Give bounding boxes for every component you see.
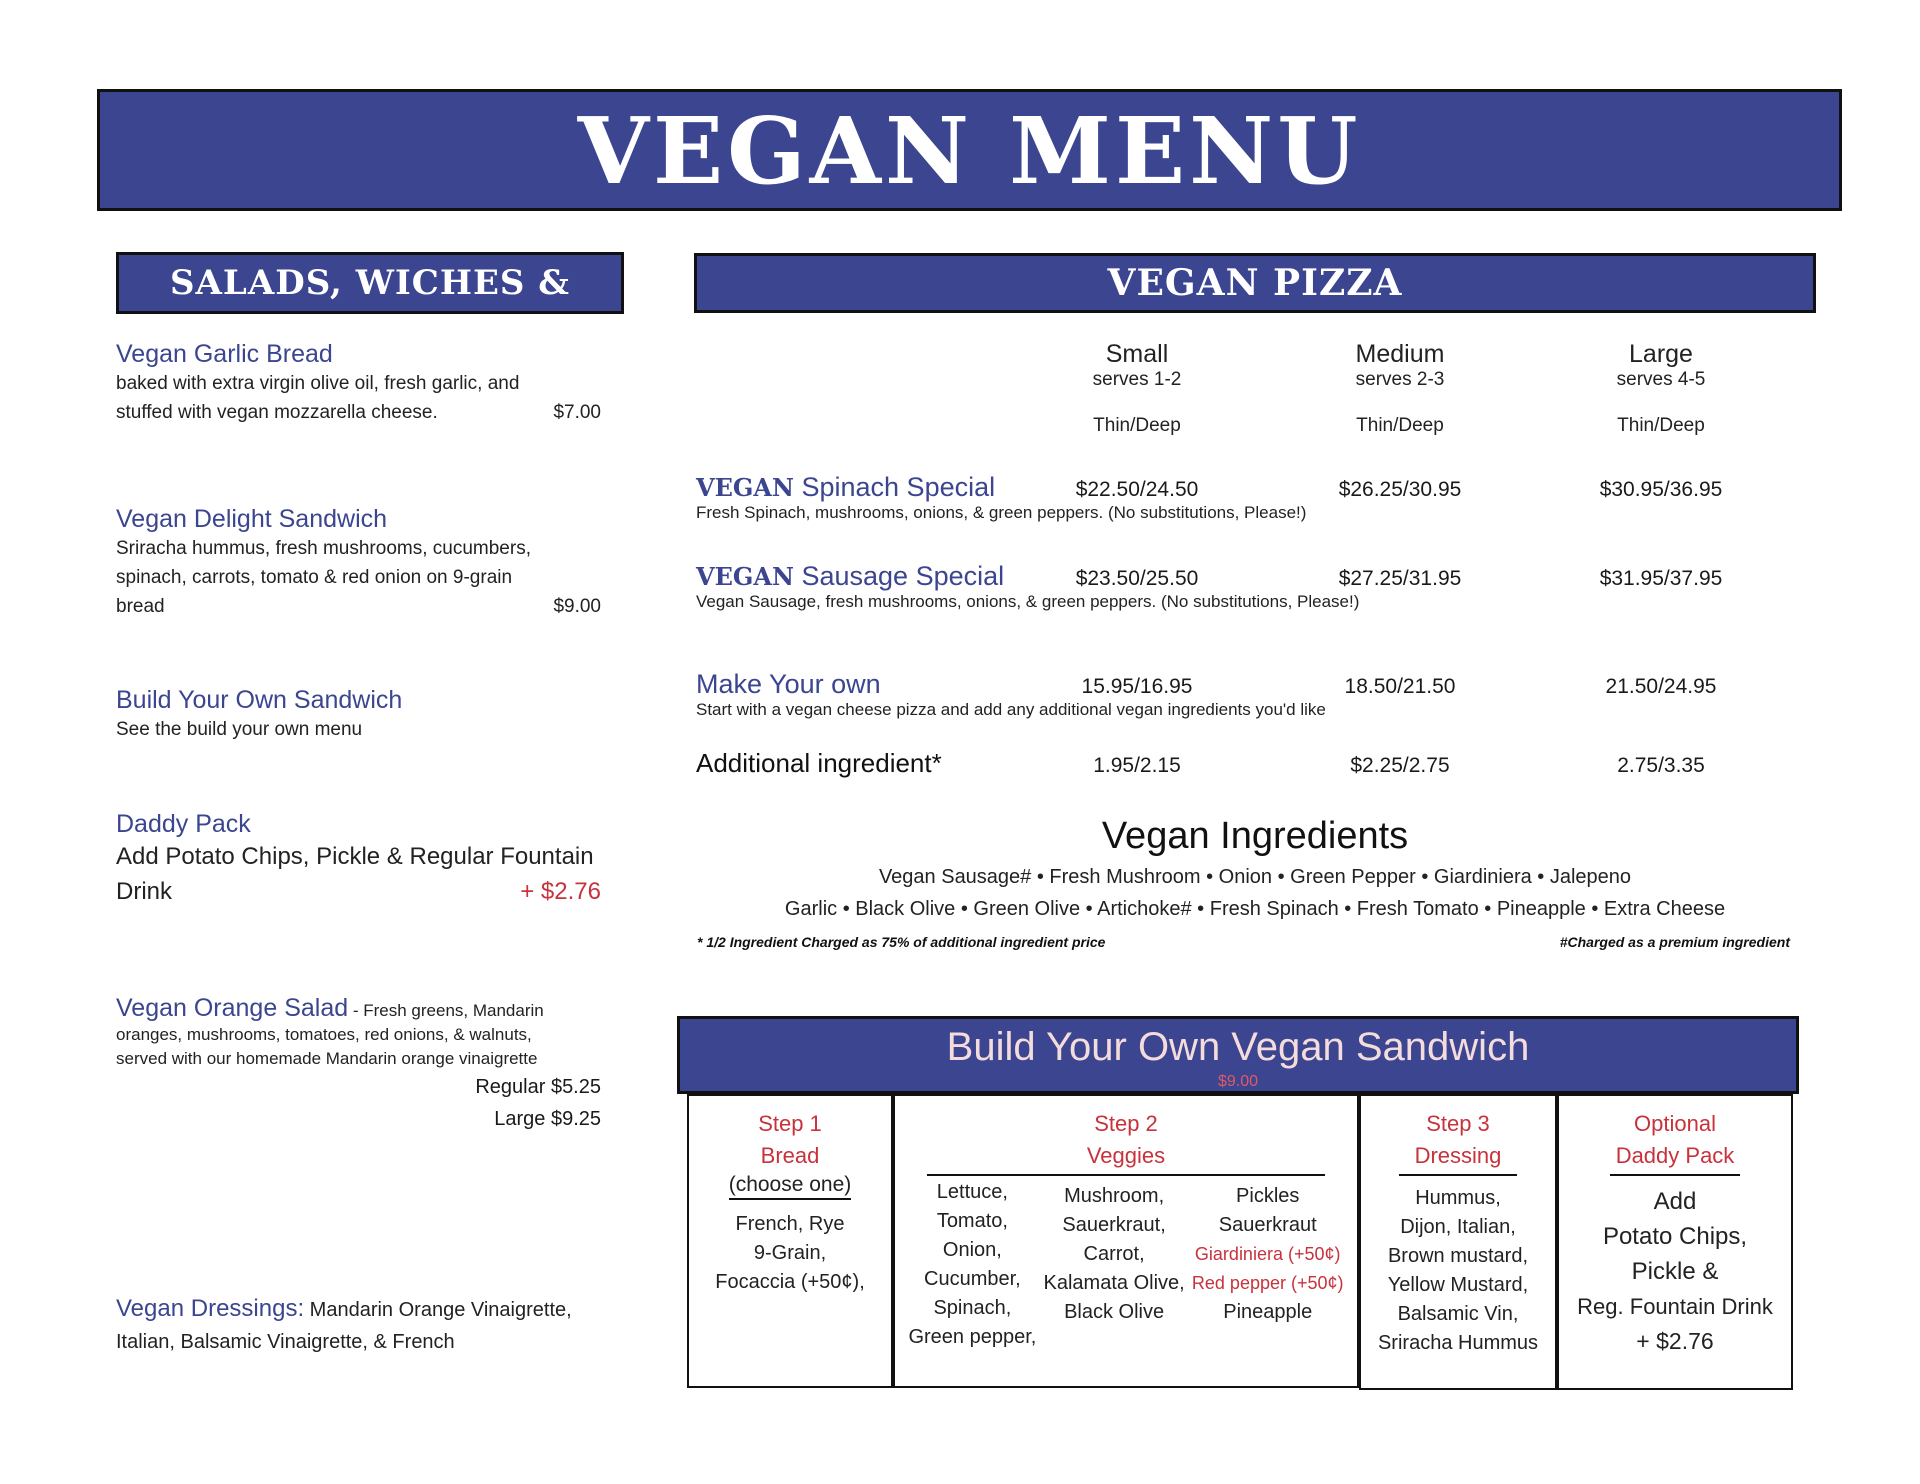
- veggie-option: Tomato,: [936, 1210, 1008, 1232]
- divider: [1399, 1174, 1517, 1176]
- size-serves: serves 1-2: [1092, 369, 1182, 390]
- bread-option: Focaccia (+50¢),: [715, 1271, 865, 1293]
- size-crust: Thin/Deep: [1356, 415, 1444, 436]
- step1-bread-box: [687, 1094, 893, 1388]
- price-large: $30.95/36.95: [1599, 478, 1723, 501]
- step-title: Veggies: [1086, 1143, 1166, 1168]
- pizza-desc: Vegan Sausage, fresh mushrooms, onions, & green peppers. (No substitutions, Please!): [696, 592, 1360, 611]
- pizza-name-bold: VEGAN: [696, 562, 794, 591]
- item-desc: spinach, carrots, tomato & red onion on 9-grain: [116, 567, 513, 588]
- step3-dressing-box: [1359, 1094, 1557, 1390]
- item-desc: See the build your own menu: [116, 719, 363, 740]
- additional-ingredient-label: Additional ingredient*: [696, 748, 942, 778]
- daddy-pack-line: Potato Chips,: [1602, 1223, 1748, 1250]
- veggie-option: Sauerkraut,: [1062, 1214, 1166, 1236]
- step-title: Dressing: [1414, 1143, 1502, 1168]
- veggie-option: Black Olive: [1064, 1301, 1165, 1323]
- size-small: [1027, 340, 1247, 437]
- item-desc: Italian, Balsamic Vinaigrette, & French: [116, 1331, 455, 1353]
- daddy-pack-price: + $2.76: [1636, 1328, 1714, 1354]
- orange-salad-item: [116, 996, 601, 1135]
- veggie-option: Green pepper,: [908, 1326, 1037, 1348]
- daddy-pack-line: Add: [1653, 1188, 1697, 1215]
- item-name: Vegan Orange Salad: [116, 994, 349, 1022]
- price-medium: $2.25/2.75: [1350, 754, 1450, 777]
- item-desc: baked with extra virgin olive oil, fresh garlic, and: [116, 373, 520, 394]
- size-serves: serves 2-3: [1355, 369, 1445, 390]
- price-large: 21.50/24.95: [1605, 675, 1717, 698]
- veggie-column-3: [1188, 1182, 1347, 1352]
- pizza-name-text: Sausage Special: [801, 561, 1005, 591]
- item-desc: bread: [116, 596, 165, 617]
- step-label: Step 2: [1094, 1111, 1158, 1136]
- veggie-option: Pineapple: [1223, 1301, 1313, 1323]
- item-name: Daddy Pack: [116, 810, 251, 838]
- daddy-pack-line: Pickle &: [1631, 1258, 1719, 1285]
- size-medium: [1290, 340, 1510, 437]
- item-desc: - Fresh greens, Mandarin: [352, 1001, 544, 1020]
- bread-option: French, Rye: [735, 1213, 845, 1235]
- veggie-option: Onion,: [942, 1239, 1002, 1261]
- price-small: $22.50/24.50: [1075, 478, 1199, 501]
- delight-sandwich-item: [116, 505, 601, 621]
- dressing-option: Hummus,: [1415, 1187, 1501, 1209]
- pizza-header-text: VEGAN PIZZA: [1107, 262, 1403, 304]
- size-name: Large: [1629, 340, 1693, 368]
- divider: [927, 1174, 1325, 1176]
- large-price: Large $9.25: [494, 1108, 601, 1130]
- dressing-option: Balsamic Vin,: [1397, 1303, 1519, 1325]
- veggie-option: Cucumber,: [924, 1268, 1021, 1290]
- pizza-desc: Start with a vegan cheese pizza and add any additional vegan ingredients you'd like: [696, 700, 1326, 719]
- divider: [1610, 1174, 1740, 1176]
- price-small: 15.95/16.95: [1081, 675, 1193, 698]
- price-large: $31.95/37.95: [1599, 567, 1723, 590]
- dressing-option: Brown mustard,: [1387, 1245, 1529, 1267]
- size-crust: Thin/Deep: [1617, 415, 1705, 436]
- veggie-column-1: [905, 1178, 1040, 1352]
- garlic-bread-item: [116, 340, 601, 427]
- byo-sandwich-item: [116, 686, 601, 744]
- daddy-pack-line: Reg. Fountain Drink: [1577, 1294, 1773, 1319]
- item-price: $7.00: [553, 402, 601, 423]
- pizza-desc: Fresh Spinach, mushrooms, onions, & green peppers. (No substitutions, Please!): [696, 503, 1307, 522]
- step-label: Step 3: [1426, 1111, 1490, 1136]
- item-desc-row: [116, 874, 601, 909]
- veggie-option-premium: Red pepper (+50¢): [1191, 1273, 1344, 1293]
- byo-price: $9.00: [1217, 1073, 1259, 1090]
- optional-daddy-pack-box: [1557, 1094, 1793, 1390]
- salads-header-text: SALADS, WICHES & STUFF: [170, 263, 570, 359]
- pizza-name: Make Your own: [696, 669, 881, 699]
- dressing-option: Yellow Mustard,: [1387, 1274, 1529, 1296]
- step-title: Bread: [760, 1143, 820, 1168]
- ingredient-note-right: #Charged as a premium ingredient: [1559, 934, 1790, 950]
- item-desc: Sriracha hummus, fresh mushrooms, cucumbers,: [116, 538, 531, 559]
- veggie-option: Spinach,: [933, 1297, 1012, 1319]
- item-name: Build Your Own Sandwich: [116, 686, 403, 714]
- pizza-name-text: Spinach Special: [801, 472, 996, 502]
- price-large: 2.75/3.35: [1617, 754, 1705, 777]
- daddy-pack-item: [116, 810, 601, 909]
- ingredients-line: Garlic • Black Olive • Green Olive • Artichoke# • Fresh Spinach • Fresh Tomato • Pineapple • Extra Cheese: [784, 898, 1726, 920]
- price-medium: 18.50/21.50: [1344, 675, 1456, 698]
- regular-price: Regular $5.25: [475, 1076, 601, 1098]
- dressing-option: Sriracha Hummus: [1377, 1332, 1539, 1354]
- price-medium: $26.25/30.95: [1338, 478, 1462, 501]
- veggie-option: Mushroom,: [1064, 1185, 1165, 1207]
- step-title: Daddy Pack: [1615, 1143, 1735, 1168]
- veggie-option: Sauerkraut: [1218, 1214, 1317, 1236]
- dressings-item: [116, 1293, 616, 1358]
- byo-sandwich-banner: [677, 1016, 1799, 1094]
- veggie-option-premium: Giardiniera (+50¢): [1194, 1244, 1341, 1264]
- item-desc: Add Potato Chips, Pickle & Regular Fountain: [116, 843, 594, 870]
- size-name: Small: [1105, 340, 1169, 368]
- item-price: + $2.76: [520, 878, 601, 905]
- price-medium: $27.25/31.95: [1338, 567, 1462, 590]
- item-desc: Drink: [116, 878, 173, 905]
- step-sub: (choose one): [729, 1172, 852, 1200]
- item-price: $9.00: [553, 596, 601, 617]
- step-label: Step 1: [758, 1111, 822, 1136]
- item-name: Vegan Dressings:: [116, 1295, 305, 1322]
- size-crust: Thin/Deep: [1093, 415, 1181, 436]
- size-serves: serves 4-5: [1616, 369, 1706, 390]
- price-small: $23.50/25.50: [1075, 567, 1199, 590]
- byo-title: Build Your Own Vegan Sandwich: [946, 1025, 1530, 1069]
- item-desc: stuffed with vegan mozzarella cheese.: [116, 402, 438, 423]
- step2-veggies-box: [893, 1094, 1359, 1388]
- item-desc: oranges, mushrooms, tomatoes, red onions, & walnuts,: [116, 1025, 532, 1044]
- dressing-option: Dijon, Italian,: [1400, 1216, 1516, 1238]
- veggie-option: Pickles: [1236, 1185, 1300, 1207]
- step-label: Optional: [1634, 1111, 1716, 1136]
- bread-option: 9-Grain,: [753, 1242, 827, 1264]
- veggie-option: Carrot,: [1083, 1243, 1145, 1265]
- ingredients-title: Vegan Ingredients: [1101, 815, 1409, 857]
- title-banner: [97, 89, 1842, 211]
- ingredients-line: Vegan Sausage# • Fresh Mushroom • Onion • Green Pepper • Giardiniera • Jalepeno: [878, 866, 1632, 888]
- item-desc: Mandarin Orange Vinaigrette,: [309, 1299, 572, 1321]
- item-desc-row: [116, 592, 601, 621]
- item-name: Vegan Delight Sandwich: [116, 505, 388, 533]
- veggie-option: Lettuce,: [936, 1181, 1008, 1203]
- price-small: 1.95/2.15: [1093, 754, 1181, 777]
- item-desc-row: [116, 398, 601, 427]
- ingredient-note-left: * 1/2 Ingredient Charged as 75% of additional ingredient price: [697, 934, 1106, 950]
- menu-title: VEGAN MENU: [577, 97, 1362, 205]
- pizza-name-bold: VEGAN: [696, 473, 794, 502]
- size-large: [1551, 340, 1771, 437]
- size-name: Medium: [1355, 340, 1445, 368]
- veggie-column-2: [1040, 1182, 1189, 1352]
- item-desc: served with our homemade Mandarin orange vinaigrette: [116, 1049, 538, 1068]
- veggie-option: Kalamata Olive,: [1043, 1272, 1185, 1294]
- pizza-section-header: [694, 253, 1816, 313]
- item-name: Vegan Garlic Bread: [116, 340, 333, 368]
